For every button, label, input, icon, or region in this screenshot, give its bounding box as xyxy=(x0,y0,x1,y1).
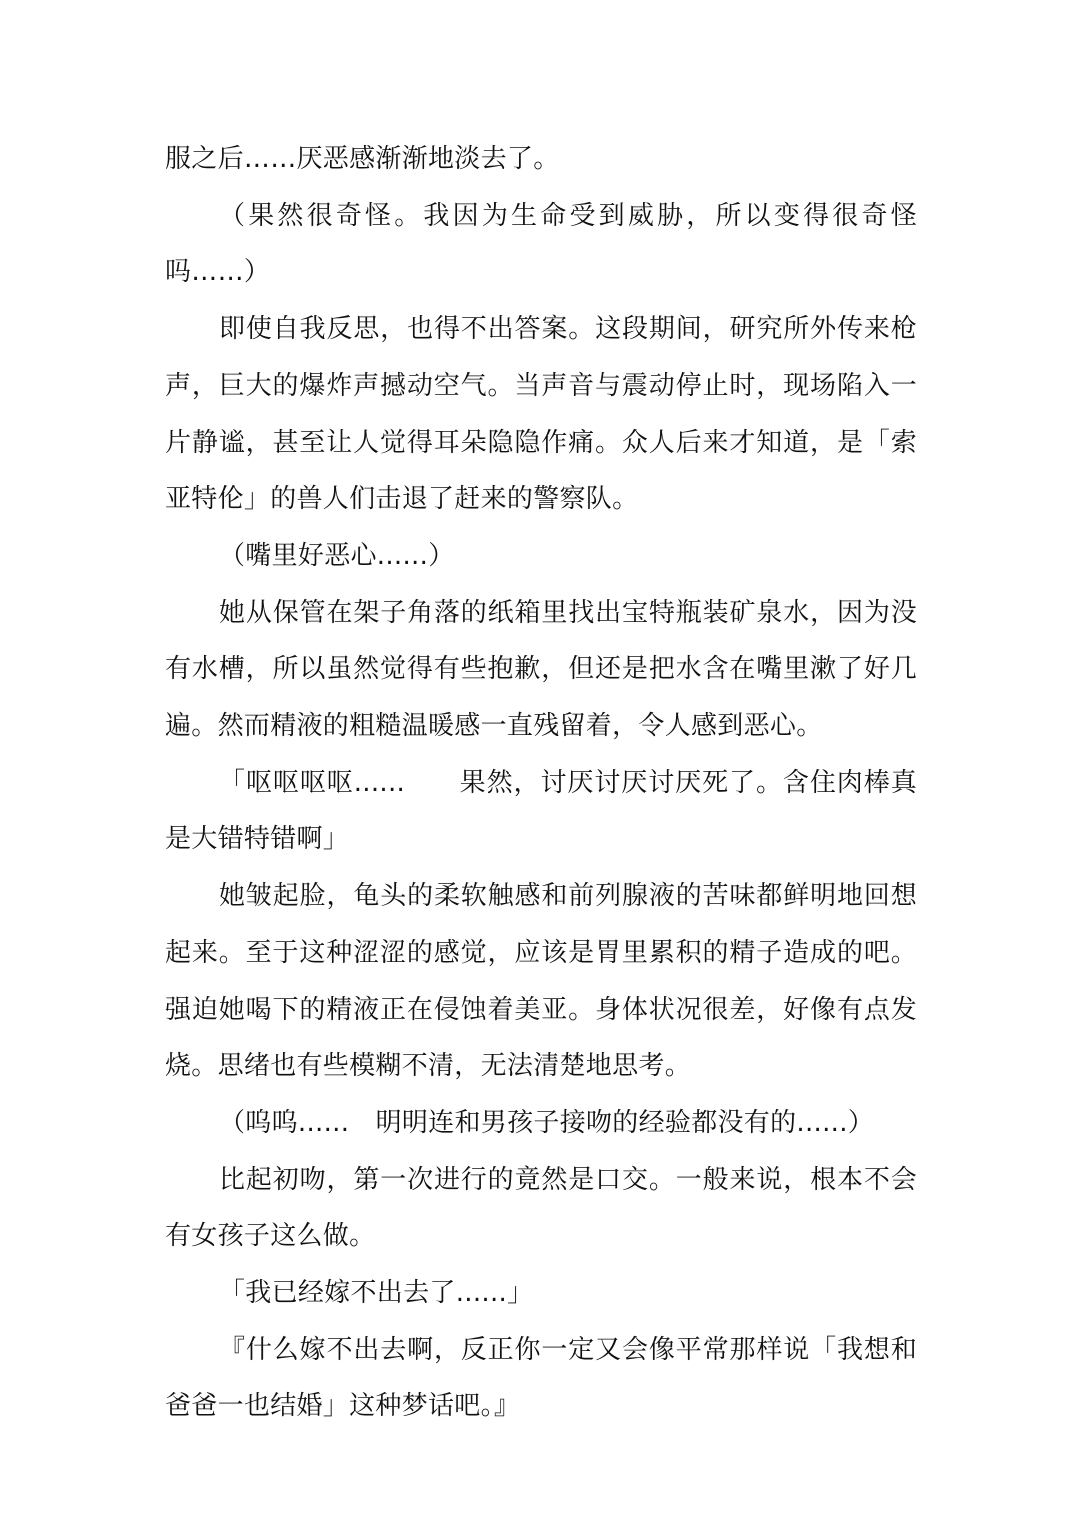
paragraph-dialogue: 「呕呕呕呕...... 果然，讨厌讨厌讨厌死了。含住肉棒真是大错特错啊」 xyxy=(165,767,917,855)
paragraph-continuation: 服之后……厌恶感渐渐地淡去了。 xyxy=(165,144,560,174)
paragraph-dialogue: 『什么嫁不出去啊，反正你一定又会像平常那样说「我想和爸爸一也结婚」这种梦话吧。』 xyxy=(165,1334,917,1422)
body-text xyxy=(165,131,917,1435)
paragraph-inner-thought: （嘴里好恶心......） xyxy=(219,540,455,571)
paragraph-inner-thought: （果然很奇怪。我因为生命受到威胁，所以变得很奇怪吗……） xyxy=(165,200,917,288)
paragraph-narration: 即使自我反思，也得不出答案。这段期间，研究所外传来枪声，巨大的爆炸声撼动空气。当声音与震动停止时，现场陷入一片静谧，甚至让人觉得耳朵隐隐作痛。众人后来才知道，是「索亚特伦」的兽人们击退了赶来的警察队。 xyxy=(165,314,917,515)
paragraph-narration: 她从保管在架子角落的纸箱里找出宝特瓶装矿泉水，因为没有水槽，所以虽然觉得有些抱歉，但还是把水含在嘴里漱了好几遍。然而精液的粗糙温暖感一直残留着，令人感到恶心。 xyxy=(165,597,917,742)
paragraph-narration: 比起初吻，第一次进行的竟然是口交。一般来说，根本不会有女孩子这么做。 xyxy=(165,1164,917,1252)
paragraph-narration: 她皱起脸，龟头的柔软触感和前列腺液的苦味都鲜明地回想起来。至于这种涩涩的感觉，应该是胃里累积的精子造成的吧。强迫她喝下的精液正在侵蚀着美亚。身体状况很差，好像有点发烧。思绪也有些模糊不清，无法清楚地思考。 xyxy=(165,881,917,1082)
paragraph-inner-thought: （呜呜...... 明明连和男孩子接吻的经验都没有的......） xyxy=(219,1107,875,1138)
paragraph-dialogue: 「我已经嫁不出去了......」 xyxy=(219,1278,534,1309)
